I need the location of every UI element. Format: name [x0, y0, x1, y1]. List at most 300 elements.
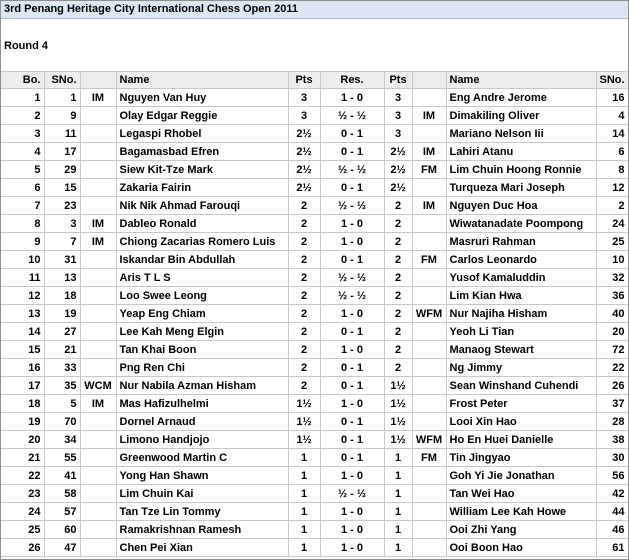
points-cell: 1	[288, 467, 320, 485]
opponent-start-number-cell: 2	[596, 197, 628, 215]
pairings-body	[1, 89, 628, 557]
board-number-cell: 17	[1, 377, 44, 395]
opponent-points-cell: 1½	[384, 413, 412, 431]
header-board: Bo.	[1, 72, 44, 89]
opponent-title-cell	[412, 539, 446, 557]
spacer	[1, 19, 628, 37]
opponent-points-cell: 1½	[384, 431, 412, 449]
table-row	[1, 341, 628, 359]
opponent-points-cell: 1	[384, 521, 412, 539]
opponent-points-cell: 3	[384, 107, 412, 125]
opponent-title-cell	[412, 485, 446, 503]
opponent-name-cell: Lim Chuin Hoong Ronnie	[446, 161, 596, 179]
table-row	[1, 125, 628, 143]
player-name-cell: Limono Handjojo	[116, 431, 288, 449]
player-name-cell: Siew Kit-Tze Mark	[116, 161, 288, 179]
opponent-name-cell: Eng Andre Jerome	[446, 89, 596, 107]
opponent-title-cell	[412, 503, 446, 521]
table-row	[1, 503, 628, 521]
opponent-name-cell: Sean Winshand Cuhendi	[446, 377, 596, 395]
opponent-points-cell: 3	[384, 89, 412, 107]
header-name: Name	[116, 72, 288, 89]
player-name-cell: Tan Khai Boon	[116, 341, 288, 359]
player-title-cell: IM	[80, 215, 116, 233]
player-name-cell: Legaspi Rhobel	[116, 125, 288, 143]
points-cell: 2	[288, 233, 320, 251]
board-number-cell: 7	[1, 197, 44, 215]
start-number-cell: 1	[44, 89, 80, 107]
opponent-start-number-cell: 56	[596, 467, 628, 485]
points-cell: 1	[288, 485, 320, 503]
start-number-cell: 5	[44, 395, 80, 413]
opponent-title-cell	[412, 341, 446, 359]
opponent-name-cell: Yusof Kamaluddin	[446, 269, 596, 287]
start-number-cell: 19	[44, 305, 80, 323]
points-cell: 1½	[288, 431, 320, 449]
result-cell: 1 - 0	[320, 467, 384, 485]
opponent-name-cell: Ng Jimmy	[446, 359, 596, 377]
board-number-cell: 20	[1, 431, 44, 449]
points-cell: 1½	[288, 413, 320, 431]
opponent-title-cell	[412, 125, 446, 143]
opponent-start-number-cell: 36	[596, 287, 628, 305]
table-row	[1, 539, 628, 557]
opponent-name-cell: Masruri Rahman	[446, 233, 596, 251]
player-title-cell	[80, 323, 116, 341]
player-name-cell: Ramakrishnan Ramesh	[116, 521, 288, 539]
pairings-table	[1, 71, 629, 557]
table-row	[1, 449, 628, 467]
start-number-cell: 41	[44, 467, 80, 485]
opponent-points-cell: 2	[384, 359, 412, 377]
opponent-title-cell	[412, 395, 446, 413]
points-cell: 2	[288, 377, 320, 395]
table-row	[1, 395, 628, 413]
result-cell: 1 - 0	[320, 521, 384, 539]
opponent-name-cell: Looi Xin Hao	[446, 413, 596, 431]
player-title-cell: IM	[80, 395, 116, 413]
player-title-cell	[80, 179, 116, 197]
opponent-name-cell: Ooi Boon Hao	[446, 539, 596, 557]
start-number-cell: 34	[44, 431, 80, 449]
opponent-title-cell	[412, 287, 446, 305]
result-cell: 0 - 1	[320, 449, 384, 467]
opponent-title-cell: IM	[412, 197, 446, 215]
start-number-cell: 58	[44, 485, 80, 503]
points-cell: 2	[288, 341, 320, 359]
opponent-points-cell: 2	[384, 251, 412, 269]
opponent-points-cell: 2½	[384, 161, 412, 179]
table-row	[1, 485, 628, 503]
opponent-title-cell	[412, 377, 446, 395]
points-cell: 2	[288, 269, 320, 287]
start-number-cell: 55	[44, 449, 80, 467]
header-start-number: SNo.	[44, 72, 80, 89]
round-label: Round 4	[4, 40, 48, 52]
points-cell: 1	[288, 539, 320, 557]
board-number-cell: 15	[1, 341, 44, 359]
opponent-title-cell: WFM	[412, 305, 446, 323]
result-cell: 0 - 1	[320, 143, 384, 161]
start-number-cell: 29	[44, 161, 80, 179]
opponent-points-cell: 1	[384, 467, 412, 485]
opponent-start-number-cell: 14	[596, 125, 628, 143]
result-cell: 0 - 1	[320, 359, 384, 377]
player-title-cell	[80, 413, 116, 431]
opponent-points-cell: 1½	[384, 377, 412, 395]
start-number-cell: 70	[44, 413, 80, 431]
board-number-cell: 26	[1, 539, 44, 557]
opponent-start-number-cell: 12	[596, 179, 628, 197]
spacer	[1, 55, 628, 71]
start-number-cell: 35	[44, 377, 80, 395]
result-cell: 1 - 0	[320, 215, 384, 233]
board-number-cell: 5	[1, 161, 44, 179]
player-name-cell: Lee Kah Meng Elgin	[116, 323, 288, 341]
header-title	[80, 72, 116, 89]
start-number-cell: 9	[44, 107, 80, 125]
opponent-title-cell	[412, 233, 446, 251]
opponent-title-cell	[412, 467, 446, 485]
opponent-name-cell: Yeoh Li Tian	[446, 323, 596, 341]
result-cell: ½ - ½	[320, 197, 384, 215]
result-cell: ½ - ½	[320, 161, 384, 179]
table-row	[1, 521, 628, 539]
result-cell: ½ - ½	[320, 287, 384, 305]
opponent-points-cell: 2	[384, 305, 412, 323]
table-row	[1, 215, 628, 233]
start-number-cell: 23	[44, 197, 80, 215]
player-name-cell: Yong Han Shawn	[116, 467, 288, 485]
board-number-cell: 18	[1, 395, 44, 413]
player-title-cell	[80, 431, 116, 449]
board-number-cell: 10	[1, 251, 44, 269]
points-cell: 2	[288, 197, 320, 215]
player-title-cell	[80, 305, 116, 323]
start-number-cell: 17	[44, 143, 80, 161]
opponent-title-cell	[412, 413, 446, 431]
player-name-cell: Olay Edgar Reggie	[116, 107, 288, 125]
header-row	[1, 72, 628, 89]
opponent-name-cell: Tin Jingyao	[446, 449, 596, 467]
opponent-start-number-cell: 24	[596, 215, 628, 233]
table-row	[1, 323, 628, 341]
opponent-name-cell: Lim Kian Hwa	[446, 287, 596, 305]
points-cell: 3	[288, 107, 320, 125]
start-number-cell: 11	[44, 125, 80, 143]
player-name-cell: Tan Tze Lin Tommy	[116, 503, 288, 521]
board-number-cell: 1	[1, 89, 44, 107]
points-cell: 1	[288, 521, 320, 539]
board-number-cell: 25	[1, 521, 44, 539]
start-number-cell: 15	[44, 179, 80, 197]
player-name-cell: Lim Chuin Kai	[116, 485, 288, 503]
opponent-name-cell: Tan Wei Hao	[446, 485, 596, 503]
opponent-points-cell: 2	[384, 323, 412, 341]
result-cell: 1 - 0	[320, 341, 384, 359]
result-cell: 0 - 1	[320, 431, 384, 449]
start-number-cell: 60	[44, 521, 80, 539]
opponent-points-cell: 2½	[384, 143, 412, 161]
opponent-start-number-cell: 72	[596, 341, 628, 359]
player-title-cell	[80, 107, 116, 125]
board-number-cell: 3	[1, 125, 44, 143]
header-start-number-opponent: SNo.	[596, 72, 628, 89]
board-number-cell: 4	[1, 143, 44, 161]
opponent-title-cell	[412, 521, 446, 539]
table-row	[1, 305, 628, 323]
opponent-start-number-cell: 44	[596, 503, 628, 521]
opponent-points-cell: 2	[384, 287, 412, 305]
board-number-cell: 16	[1, 359, 44, 377]
opponent-start-number-cell: 22	[596, 359, 628, 377]
player-name-cell: Chiong Zacarias Romero Luis	[116, 233, 288, 251]
player-title-cell	[80, 143, 116, 161]
table-row	[1, 251, 628, 269]
player-name-cell: Aris T L S	[116, 269, 288, 287]
opponent-points-cell: 3	[384, 125, 412, 143]
opponent-start-number-cell: 6	[596, 143, 628, 161]
start-number-cell: 57	[44, 503, 80, 521]
start-number-cell: 7	[44, 233, 80, 251]
header-name-opponent: Name	[446, 72, 596, 89]
opponent-title-cell: FM	[412, 251, 446, 269]
player-title-cell	[80, 125, 116, 143]
board-number-cell: 19	[1, 413, 44, 431]
opponent-name-cell: Nur Najiha Hisham	[446, 305, 596, 323]
opponent-points-cell: 1½	[384, 395, 412, 413]
opponent-start-number-cell: 10	[596, 251, 628, 269]
opponent-start-number-cell: 28	[596, 413, 628, 431]
player-title-cell: IM	[80, 89, 116, 107]
opponent-title-cell	[412, 179, 446, 197]
table-row	[1, 161, 628, 179]
opponent-points-cell: 1	[384, 449, 412, 467]
player-name-cell: Dableo Ronald	[116, 215, 288, 233]
header-points-opponent: Pts	[384, 72, 412, 89]
start-number-cell: 47	[44, 539, 80, 557]
player-name-cell: Bagamasbad Efren	[116, 143, 288, 161]
start-number-cell: 27	[44, 323, 80, 341]
opponent-name-cell: Wiwatanadate Poompong	[446, 215, 596, 233]
result-cell: ½ - ½	[320, 485, 384, 503]
player-name-cell: Mas Hafizulhelmi	[116, 395, 288, 413]
points-cell: 2½	[288, 143, 320, 161]
player-title-cell	[80, 539, 116, 557]
player-title-cell	[80, 485, 116, 503]
points-cell: 2½	[288, 179, 320, 197]
player-name-cell: Nik Nik Ahmad Farouqi	[116, 197, 288, 215]
player-title-cell	[80, 161, 116, 179]
board-number-cell: 13	[1, 305, 44, 323]
points-cell: 2	[288, 215, 320, 233]
opponent-title-cell: WFM	[412, 431, 446, 449]
opponent-start-number-cell: 20	[596, 323, 628, 341]
opponent-start-number-cell: 46	[596, 521, 628, 539]
player-title-cell	[80, 251, 116, 269]
board-number-cell: 8	[1, 215, 44, 233]
opponent-start-number-cell: 30	[596, 449, 628, 467]
result-cell: 1 - 0	[320, 89, 384, 107]
opponent-title-cell	[412, 89, 446, 107]
board-number-cell: 9	[1, 233, 44, 251]
opponent-name-cell: Goh Yi Jie Jonathan	[446, 467, 596, 485]
opponent-name-cell: William Lee Kah Howe	[446, 503, 596, 521]
opponent-points-cell: 1	[384, 503, 412, 521]
board-number-cell: 2	[1, 107, 44, 125]
board-number-cell: 12	[1, 287, 44, 305]
opponent-name-cell: Dimakiling Oliver	[446, 107, 596, 125]
player-name-cell: Yeap Eng Chiam	[116, 305, 288, 323]
player-name-cell: Dornel Arnaud	[116, 413, 288, 431]
opponent-title-cell	[412, 269, 446, 287]
points-cell: 2	[288, 251, 320, 269]
board-number-cell: 6	[1, 179, 44, 197]
opponent-points-cell: 1	[384, 485, 412, 503]
opponent-start-number-cell: 42	[596, 485, 628, 503]
points-cell: 1½	[288, 395, 320, 413]
player-name-cell: Loo Swee Leong	[116, 287, 288, 305]
table-row	[1, 89, 628, 107]
opponent-name-cell: Ooi Zhi Yang	[446, 521, 596, 539]
header-points: Pts	[288, 72, 320, 89]
points-cell: 2	[288, 287, 320, 305]
player-name-cell: Iskandar Bin Abdullah	[116, 251, 288, 269]
player-name-cell: Nguyen Van Huy	[116, 89, 288, 107]
opponent-points-cell: 2	[384, 197, 412, 215]
result-cell: 0 - 1	[320, 323, 384, 341]
opponent-start-number-cell: 32	[596, 269, 628, 287]
opponent-start-number-cell: 37	[596, 395, 628, 413]
player-name-cell: Greenwood Martin C	[116, 449, 288, 467]
start-number-cell: 33	[44, 359, 80, 377]
points-cell: 2½	[288, 161, 320, 179]
opponent-title-cell	[412, 215, 446, 233]
opponent-name-cell: Frost Peter	[446, 395, 596, 413]
result-cell: 1 - 0	[320, 503, 384, 521]
header-result: Res.	[320, 72, 384, 89]
start-number-cell: 13	[44, 269, 80, 287]
result-cell: ½ - ½	[320, 107, 384, 125]
opponent-start-number-cell: 40	[596, 305, 628, 323]
opponent-title-cell	[412, 359, 446, 377]
player-name-cell: Png Ren Chi	[116, 359, 288, 377]
opponent-name-cell: Nguyen Duc Hoa	[446, 197, 596, 215]
opponent-points-cell: 1	[384, 539, 412, 557]
opponent-name-cell: Carlos Leonardo	[446, 251, 596, 269]
table-row	[1, 179, 628, 197]
opponent-title-cell	[412, 323, 446, 341]
board-number-cell: 24	[1, 503, 44, 521]
table-row	[1, 233, 628, 251]
result-cell: 1 - 0	[320, 305, 384, 323]
table-row	[1, 467, 628, 485]
table-row	[1, 359, 628, 377]
points-cell: 2	[288, 305, 320, 323]
player-title-cell	[80, 197, 116, 215]
opponent-title-cell: FM	[412, 449, 446, 467]
player-title-cell	[80, 269, 116, 287]
board-number-cell: 11	[1, 269, 44, 287]
opponent-start-number-cell: 26	[596, 377, 628, 395]
opponent-name-cell: Mariano Nelson Iii	[446, 125, 596, 143]
result-cell: 1 - 0	[320, 395, 384, 413]
points-cell: 3	[288, 89, 320, 107]
start-number-cell: 31	[44, 251, 80, 269]
points-cell: 2	[288, 323, 320, 341]
player-title-cell: WCM	[80, 377, 116, 395]
start-number-cell: 21	[44, 341, 80, 359]
start-number-cell: 3	[44, 215, 80, 233]
opponent-points-cell: 2	[384, 341, 412, 359]
points-cell: 2½	[288, 125, 320, 143]
result-cell: 0 - 1	[320, 179, 384, 197]
table-row	[1, 377, 628, 395]
player-name-cell: Zakaria Fairin	[116, 179, 288, 197]
opponent-name-cell: Turqueza Mari Joseph	[446, 179, 596, 197]
player-title-cell	[80, 503, 116, 521]
opponent-name-cell: Lahiri Atanu	[446, 143, 596, 161]
player-title-cell	[80, 467, 116, 485]
result-cell: 1 - 0	[320, 539, 384, 557]
opponent-points-cell: 2	[384, 215, 412, 233]
opponent-points-cell: 2	[384, 269, 412, 287]
table-row	[1, 413, 628, 431]
player-name-cell: Nur Nabila Azman Hisham	[116, 377, 288, 395]
player-title-cell	[80, 341, 116, 359]
document-title: 3rd Penang Heritage City International Chess Open 2011	[1, 1, 628, 19]
player-name-cell: Chen Pei Xian	[116, 539, 288, 557]
opponent-name-cell: Ho En Huei Danielle	[446, 431, 596, 449]
result-cell: 0 - 1	[320, 377, 384, 395]
result-cell: 1 - 0	[320, 233, 384, 251]
table-row	[1, 197, 628, 215]
board-number-cell: 23	[1, 485, 44, 503]
opponent-name-cell: Manaog Stewart	[446, 341, 596, 359]
opponent-points-cell: 2	[384, 233, 412, 251]
board-number-cell: 21	[1, 449, 44, 467]
opponent-title-cell: IM	[412, 143, 446, 161]
points-cell: 1	[288, 449, 320, 467]
points-cell: 1	[288, 503, 320, 521]
board-number-cell: 22	[1, 467, 44, 485]
header-title-opponent	[412, 72, 446, 89]
result-cell: 0 - 1	[320, 413, 384, 431]
player-title-cell	[80, 521, 116, 539]
opponent-start-number-cell: 16	[596, 89, 628, 107]
opponent-title-cell: IM	[412, 107, 446, 125]
table-row	[1, 143, 628, 161]
opponent-start-number-cell: 8	[596, 161, 628, 179]
table-row	[1, 431, 628, 449]
opponent-start-number-cell: 4	[596, 107, 628, 125]
player-title-cell	[80, 359, 116, 377]
opponent-title-cell: FM	[412, 161, 446, 179]
opponent-start-number-cell: 25	[596, 233, 628, 251]
table-row	[1, 107, 628, 125]
player-title-cell	[80, 287, 116, 305]
player-title-cell: IM	[80, 233, 116, 251]
table-row	[1, 287, 628, 305]
table-row	[1, 269, 628, 287]
opponent-start-number-cell: 38	[596, 431, 628, 449]
opponent-points-cell: 2½	[384, 179, 412, 197]
result-cell: 0 - 1	[320, 125, 384, 143]
opponent-start-number-cell: 61	[596, 539, 628, 557]
result-cell: ½ - ½	[320, 269, 384, 287]
result-cell: 0 - 1	[320, 251, 384, 269]
player-title-cell	[80, 449, 116, 467]
